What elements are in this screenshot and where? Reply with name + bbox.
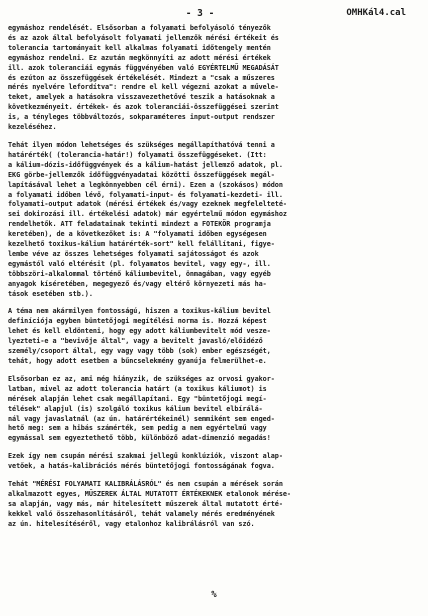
footer-mark: % (211, 590, 217, 600)
text-line: Elsősorban ez az, ami még hiányzik, de szükséges az orvosi gyakor- (8, 374, 275, 383)
text-line: egymással sem egyeztethető több, különböző adat-dimenzió megadás! (8, 434, 271, 443)
text-line: tások esetében stb.). (8, 289, 93, 298)
text-line: a kálium-dózis-időfüggvények és a kálium-hatást jellemző adatok, pl. (8, 160, 283, 169)
text-line: kezelhető toxikus-kálium határérték-sort" kell felállítani, figye- (8, 240, 275, 249)
text-line: következményeit. értékek- és azok toleranciái-összefüggései szerint (8, 103, 279, 112)
text-line: teket, amelyek a hatásokra visszavezethetővé teszik a hatásoknak a (8, 93, 275, 102)
text-line: hető meg: sem a hibás számérték, sem pedig a nem egyértelmű vagy (8, 424, 267, 433)
file-name: OMHKál4.cal (346, 8, 406, 18)
text-line: határérték( (tolerancia-határ!) folyamati összefüggéseket. (Itt: (8, 150, 267, 159)
text-line: alkalmazott egyes, MŰSZEREK ÁLTAL MUTATOTT ÉRTÉKEKNEK etalonok mérése- (8, 489, 291, 498)
text-line: tolerancia tartományait kell alkalmas folyamati időtengely mentén (8, 43, 271, 52)
text-line: lapításával lehet a legkönnyebben cél érni). Ezen a (szokásos) módon (8, 180, 283, 189)
text-line: a folyamati időben lévő, folyamati-input- és folyamati-kezdeti- ill. (8, 190, 283, 199)
paragraph (8, 24, 420, 133)
text-line: A téma nem akármilyen fontosságú, hiszen a toxikus-kálium bevitel (8, 307, 271, 316)
text-line: kekkel való összehasonlításáról, tehát valamely mérés eredményének (8, 509, 275, 518)
text-line: mérés nyelvére lefordítva": rendre el kell végezni azokat a művele- (8, 83, 279, 92)
page-number: - 3 - (185, 8, 215, 19)
text-line: ill. azok toleranciái egymás függvényében való EGYÉRTELMŰ MEGADÁSÁT (8, 63, 279, 72)
text-line: kezeléséhez. (8, 123, 57, 132)
text-line: sei dokirozási ill. értékelési adatok) már egyértelmű módon egymáshoz (8, 210, 287, 219)
text-line: és ezúton az összefüggések értékelését. Mindezt a "csak a műszeres (8, 73, 275, 82)
text-line: nál vagy javaslatnál (az ún. határértékeinél) semmiként sem enged- (8, 414, 275, 423)
text-line: lehet és kell eldönteni, hogy egy adott káliumbevitelt mód vesze- (8, 327, 271, 336)
text-line: folyamati-output adatok (mérési értékek és/vagy ezeknek megfelelteté- (8, 200, 287, 209)
text-line: az ún. hitelesítéséről, vagy etalonhoz kalibrálásról van szó. (8, 519, 255, 528)
text-line: többszöri-alkalommal történő káliumbevitel, önmagában, vagy egyéb (8, 269, 271, 278)
text-line: EKG görbe-jellemzők időfüggvényadatai közötti összefüggések megál- (8, 170, 275, 179)
text-line: anyagok kíséretében, megegyező és/vagy eltérő környezeti más ha- (8, 279, 267, 288)
text-line: rendelhetők. ATT feladatainak tekinti mindezt a FOTEKÖR programja (8, 220, 271, 229)
text-line: lyezteti-e a "bevivője által", vagy a bevitelt javasló/előidéző (8, 337, 263, 346)
text-line: télések" alapjul (is) szolgáló toxikus kálium bevitel elbírálá- (8, 404, 263, 413)
text-line: latban, mivel az adott tolerancia határt (a toxikus káliumot) is (8, 384, 267, 393)
text-line: és az azok által befolyásolt folyamati jellemzők mérési értékeit és (8, 33, 279, 42)
text-line: definíciója egyben büntetőjogi megítélési norma is. Hozzá képest (8, 317, 267, 326)
text-line: Ezek így nem csupán mérési szakmai jellegű konklúziók, viszont alap- (8, 452, 283, 461)
paragraph (8, 480, 420, 530)
text-line: egymástól való eltérésit (pl. folyamatos bevitel, vagy egy-, ill. (8, 259, 271, 268)
text-line: is, a tényleges többváltozós, sokparaméteres input-output rendszer (8, 113, 275, 122)
paragraph (8, 141, 420, 300)
text-line: egymáshoz rendelni. Ez azután megkönnyíti az adott mérési értékek (8, 53, 271, 62)
paragraph (8, 375, 420, 444)
text-line: mérések alapján lehet csak megállapítani. Egy "büntetőjogi megí- (8, 394, 267, 403)
text-line: egymáshoz rendelését. Elsősorban a folyamati befolyásoló tényezők (8, 24, 271, 32)
text-line: keretében), de a következőket is: A "folyamati időben egységesen (8, 230, 267, 239)
text-line: sa alapján, vagy más, már hitelesített műszerek által mutatott érté- (8, 499, 283, 508)
text-line: lembe véve az összes lehetséges folyamati sajátosságot és azok (8, 249, 259, 258)
paragraph (8, 307, 420, 366)
text-line: személy/csoport által, egy vagy vagy több (sok) ember egészségét, (8, 347, 271, 356)
text-line: Tehát "MÉRÉSI FOLYAMATI KALIBRÁLÁSRÓL" és nem csupán a mérések során (8, 480, 283, 489)
paragraph (8, 452, 420, 472)
text-line: Tehát ilyen módon lehetséges és szükséges megállapíthatóvá tenni a (8, 140, 275, 149)
body-text (8, 24, 420, 538)
text-line: tehát, hogy adott esetben a bűncselekmény gyanúja felmerülhet-e. (8, 357, 267, 365)
text-line: vetőek, a hatás-kalibrációs mérés büntetőjogi fontosságának fogva. (8, 462, 275, 471)
